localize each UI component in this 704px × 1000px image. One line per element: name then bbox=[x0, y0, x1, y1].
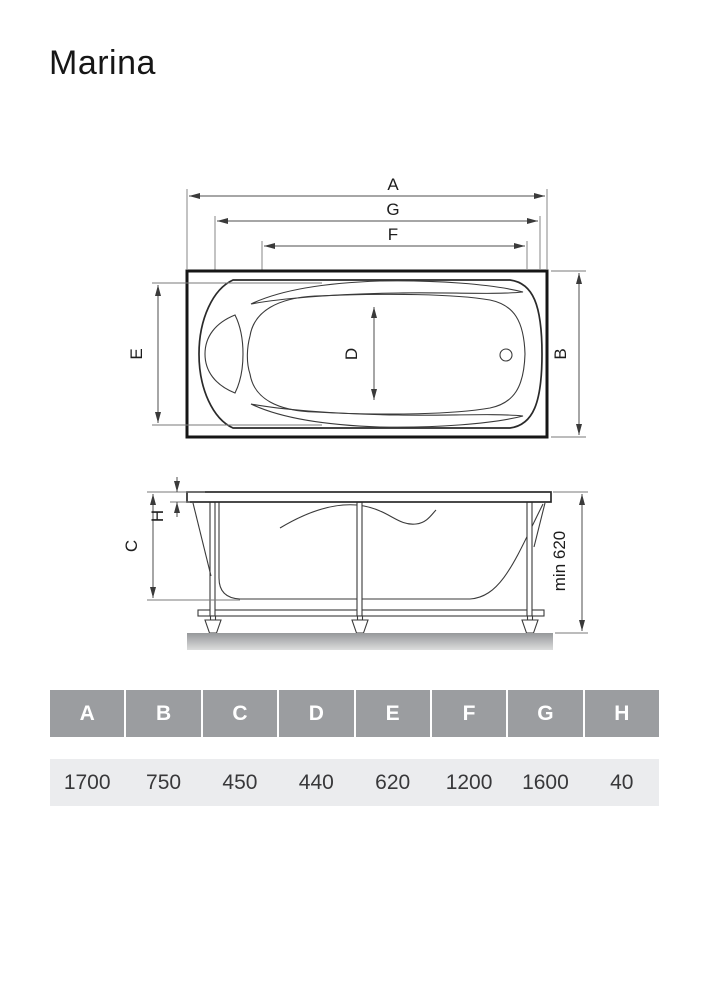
dimension-table bbox=[50, 690, 659, 806]
dim-label-h: H bbox=[148, 509, 167, 523]
table-value-cell-c: 450 bbox=[222, 770, 258, 794]
dim-label-b: B bbox=[551, 348, 570, 360]
table-value-cell-g: 1600 bbox=[522, 770, 569, 794]
dim-label-a: A bbox=[387, 175, 399, 194]
table-value-cell-f: 1200 bbox=[445, 770, 493, 794]
leg-left bbox=[210, 502, 215, 616]
frame-rail bbox=[198, 610, 544, 616]
foot-left bbox=[205, 616, 221, 633]
table-header-cell-c: C bbox=[203, 690, 277, 737]
dim-label-e: E bbox=[127, 348, 146, 360]
foot-middle bbox=[352, 616, 368, 633]
dim-label-min-height: min 620 bbox=[550, 530, 569, 592]
bathtub-technical-drawing bbox=[0, 150, 704, 670]
table-header-cell-e: E bbox=[356, 690, 430, 737]
dimension-table-value-row bbox=[50, 759, 659, 806]
table-value-cell-h: 40 bbox=[610, 770, 634, 794]
top-view bbox=[127, 175, 586, 437]
drain-hole bbox=[500, 349, 512, 361]
table-header-cell-g: G bbox=[508, 690, 582, 737]
dim-label-g: G bbox=[386, 200, 400, 219]
rim-bar bbox=[187, 492, 551, 502]
foot-right bbox=[522, 616, 538, 633]
dimension-table-header-row bbox=[50, 690, 659, 737]
leg-middle bbox=[357, 502, 362, 616]
strut-right bbox=[534, 503, 545, 547]
table-header-cell-d: D bbox=[279, 690, 353, 737]
table-value-cell-b: 750 bbox=[146, 770, 182, 794]
page-title: Marina bbox=[49, 44, 156, 82]
table-header-cell-f: F bbox=[432, 690, 506, 737]
side-view bbox=[122, 477, 588, 650]
tub-shell-profile bbox=[219, 502, 543, 599]
table-value-cell-a: 1700 bbox=[63, 770, 111, 794]
leg-right bbox=[527, 502, 532, 616]
table-header-cell-h: H bbox=[585, 690, 659, 737]
dim-label-d: D bbox=[342, 347, 361, 361]
strut-left bbox=[193, 503, 211, 576]
dim-label-f: F bbox=[387, 225, 399, 244]
table-header-cell-b: B bbox=[126, 690, 200, 737]
dim-label-c: C bbox=[122, 539, 141, 553]
ground bbox=[187, 633, 553, 650]
tub-outer-rect bbox=[187, 271, 547, 437]
table-value-cell-e: 620 bbox=[375, 770, 411, 794]
table-header-cell-a: A bbox=[50, 690, 124, 737]
table-value-cell-d: 440 bbox=[298, 770, 334, 794]
